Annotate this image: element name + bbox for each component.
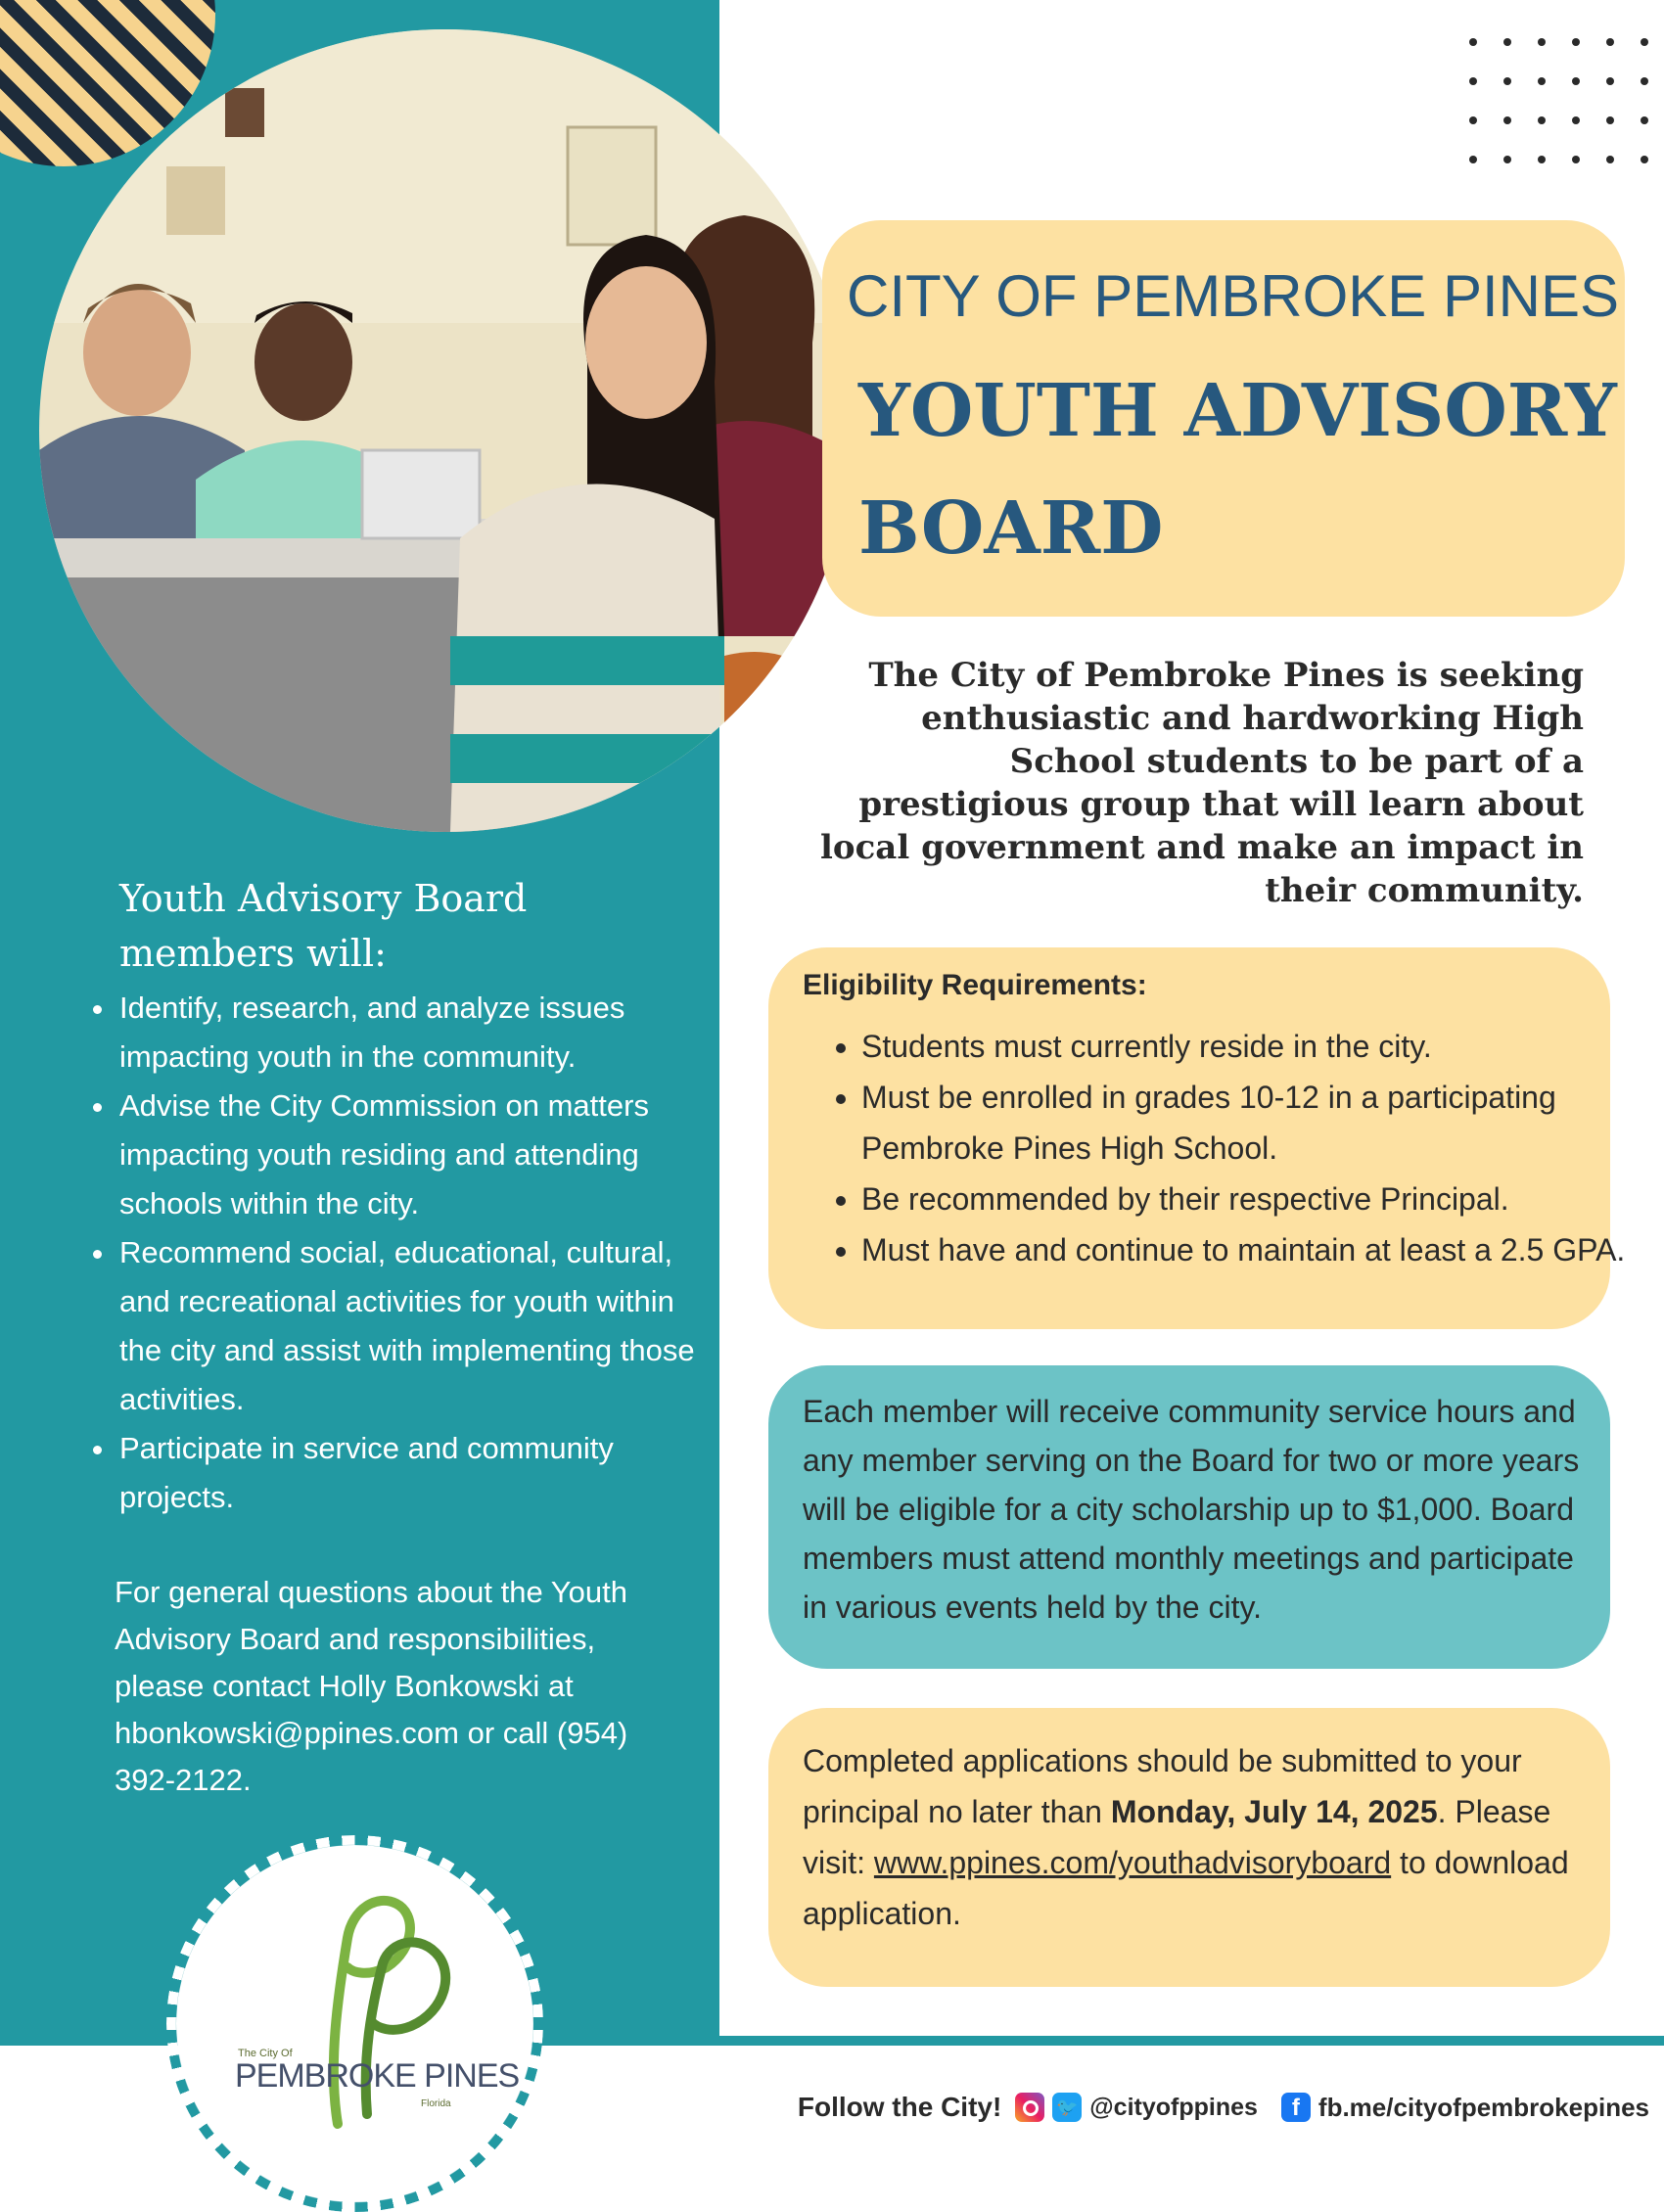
social-footer <box>724 2083 1649 2132</box>
members-duties-list <box>78 984 705 1522</box>
twitter-icon[interactable]: 🐦 <box>1052 2093 1082 2122</box>
eligibility-box <box>768 947 1626 1329</box>
pembroke-pines-logo-icon <box>269 1879 465 2134</box>
page-title-line-2: BOARD <box>858 486 1164 571</box>
list-item: • Participate in service and community projects. <box>117 1424 705 1522</box>
application-text-part-3: to download application. <box>803 1845 1569 1931</box>
members-heading: Youth Advisory Board members will: <box>119 877 528 975</box>
city-name-heading: CITY OF PEMBROKE PINES <box>847 263 1620 329</box>
page-title <box>858 352 1622 587</box>
students-photo <box>39 29 852 832</box>
list-item: • Recommend social, educational, cultural, and recreational activities for youth within the city and assist with implementing those activities. <box>117 1228 705 1424</box>
application-deadline: Monday, July 14, 2025 <box>1110 1794 1438 1829</box>
application-box <box>768 1708 1610 1987</box>
intro-paragraph: The City of Pembroke Pines is seeking enthusiastic and hardworking High School students to be part of a prestigious group that will learn about local government and make an impact in their community. <box>820 656 1584 910</box>
list-item: • Students must currently reside in the city. <box>861 1021 1635 1072</box>
dot-grid-decoration <box>1468 37 1654 174</box>
list-item: • Identify, research, and analyze issues impacting youth in the community. <box>117 984 705 1082</box>
benefits-text: Each member will receive community service hours and any member serving on the Board for two or more years will be eligible for a city scholarship up to $1,000. Board members must attend monthly meetings and participate in various events held by the city. <box>803 1394 1580 1625</box>
eligibility-title: Eligibility Requirements: <box>803 969 1147 1001</box>
eligibility-list <box>817 1021 1635 1275</box>
list-item: • Advise the City Commission on matters impacting youth residing and attending schools within the city. <box>117 1082 705 1228</box>
follow-label: Follow the City! <box>797 2092 1002 2122</box>
contact-info: For general questions about the Youth Advisory Board and responsibilities, please contact Holly Bonkowski at hbonkowski@ppines.com or call (954) 392-2122. <box>115 1575 628 1797</box>
application-url-link[interactable]: www.ppines.com/youthadvisoryboard <box>873 1845 1392 1880</box>
page-title-line-1: YOUTH ADVISORY <box>858 369 1617 453</box>
facebook-link[interactable]: fb.me/cityofpembrokepines <box>1317 2092 1649 2122</box>
instagram-icon[interactable] <box>1015 2093 1044 2122</box>
social-handle[interactable]: @cityofppines <box>1089 2093 1258 2121</box>
list-item: • Be recommended by their respective Principal. <box>861 1174 1635 1224</box>
list-item: • Must be enrolled in grades 10-12 in a participating Pembroke Pines High School. <box>861 1072 1635 1174</box>
logo-small-text: The City Of <box>238 2048 293 2059</box>
logo-state-text: Florida <box>421 2098 451 2109</box>
application-text-part-1: Completed applications should be submitted to your principal no later than <box>803 1743 1522 1829</box>
facebook-icon[interactable]: f <box>1281 2093 1311 2122</box>
list-item: • Must have and continue to maintain at least a 2.5 GPA. <box>861 1224 1635 1275</box>
footer-teal-rule <box>719 2036 1664 2046</box>
benefits-box <box>768 1365 1610 1669</box>
application-text <box>803 1735 1586 1939</box>
logo-city-name: PEMBROKE PINES <box>235 2057 520 2095</box>
application-text-part-2: . Please visit: <box>803 1794 1551 1880</box>
